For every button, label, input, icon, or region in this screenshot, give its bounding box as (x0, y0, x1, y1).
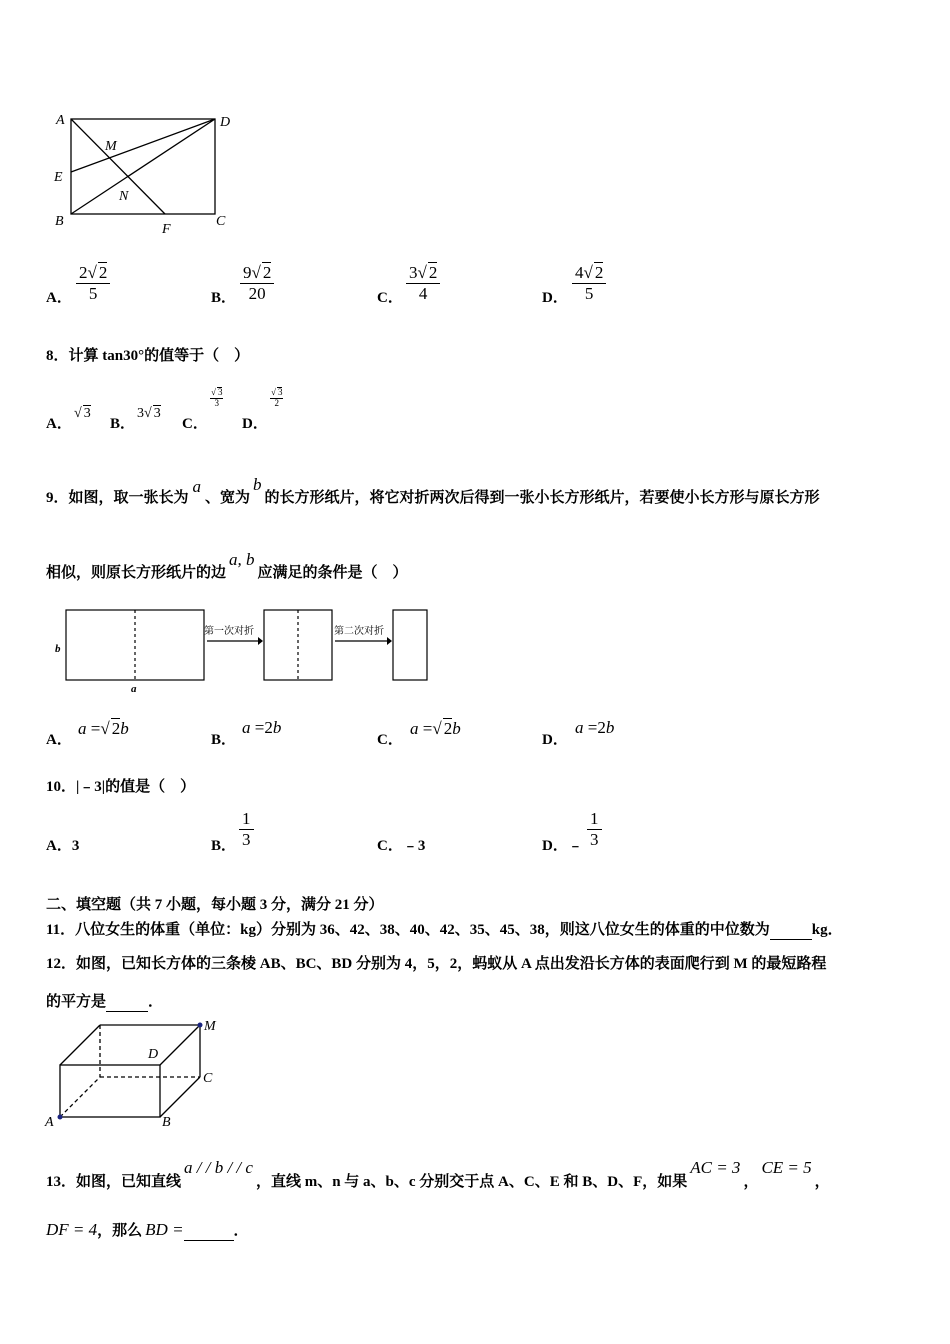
q8-option-a[interactable]: A． (46, 416, 72, 432)
q10-text: 10．|﹣3|的值是（ ） (46, 779, 196, 795)
q7-option-b-value: $\frac{9√ 2}{20}$ (240, 262, 274, 303)
cuboid-label-A: A (45, 1115, 54, 1130)
fold-label-a: a (131, 683, 137, 695)
q10-option-d[interactable]: D．﹣ (542, 838, 583, 854)
q12-blank[interactable] (106, 994, 148, 1012)
q10-option-a[interactable]: A．3 (46, 838, 80, 854)
q8-option-d-value: √ 3 2 (271, 387, 283, 408)
cuboid-label-D: D (148, 1047, 159, 1062)
q9-line2: 相似，则原长方形纸片的边a, b应满足的条件是（ ） (46, 550, 408, 581)
q13-line1: 13．如图，已知直线a / / b / / c，直线 m、n 与 a、b、c 分别交于点 A、C、E 和 B、D、F，如果AC = 3，CE = 5， (46, 1158, 830, 1190)
q13-blank[interactable] (184, 1223, 234, 1241)
q9-line1: 9．如图，取一张长为a、宽为b的长方形纸片，将它对折两次后得到一张小长方形纸片，若要使小长方形与原长方形 (46, 475, 820, 506)
q7-option-c[interactable]: C． (377, 290, 403, 306)
q10-option-d-value: $\frac{1}{3}$ (587, 809, 602, 849)
q11-blank[interactable] (770, 922, 812, 940)
q9-option-b-value: a =2b (242, 718, 282, 737)
label-C: C (216, 214, 226, 229)
folding-figure (50, 604, 440, 699)
q8-text: 8．计算 tan30°的值等于（ ） (46, 348, 250, 364)
q8-option-b-value: 3√ 3 (137, 406, 161, 421)
q7-option-b[interactable]: B． (211, 290, 237, 306)
fold-arrow1-label: 第一次对折 (204, 626, 254, 637)
q9-option-d-value: a =2b (575, 718, 615, 737)
q8-option-b[interactable]: B． (110, 416, 136, 432)
q8-option-c[interactable]: C． (182, 416, 208, 432)
label-M: M (105, 139, 117, 154)
q10-option-b-value: $\frac{1}{3}$ (239, 809, 254, 849)
rectangle-figure (50, 108, 245, 238)
q8-option-c-value: √ 3 3 (211, 387, 223, 408)
q7-option-c-value: $\frac{3√ 2}{4}$ (406, 262, 440, 303)
q7-option-a-value: $\frac{2√ 2}{5}$ (76, 262, 110, 303)
label-B: B (55, 214, 64, 229)
q7-option-d-value: $\frac{4√ 2}{5}$ (572, 262, 606, 303)
cuboid-label-B: B (162, 1115, 171, 1130)
q13-line2: DF = 4，那么 BD = ． (46, 1220, 249, 1239)
label-F: F (162, 222, 171, 237)
q9-option-c-value: a =√ 2b (410, 719, 461, 738)
q10-option-b[interactable]: B． (211, 838, 237, 854)
label-E: E (54, 170, 63, 185)
q10-option-c[interactable]: C．﹣3 (377, 838, 426, 854)
label-N: N (119, 189, 129, 204)
q9-option-d[interactable]: D． (542, 732, 568, 748)
q11-text: 11．八位女生的体重（单位：kg）分别为 36、42、38、40、42、35、45、38，则这八位女生的体重的中位数为 kg． (46, 922, 843, 938)
section-2-heading: 二、填空题（共 7 小题，每小题 3 分，满分 21 分） (46, 897, 384, 913)
q9-option-c[interactable]: C． (377, 732, 403, 748)
q12-line2: 的平方是 ． (46, 994, 164, 1010)
label-A: A (56, 113, 65, 128)
cuboid-figure (42, 1012, 232, 1132)
fold-label-b: b (55, 643, 61, 655)
q9-option-a[interactable]: A． (46, 732, 72, 748)
q8-option-d[interactable]: D． (242, 416, 268, 432)
q9-option-a-value: a =√ 2b (78, 719, 129, 738)
q7-option-d[interactable]: D． (542, 290, 568, 306)
q8-option-a-value: √ 3 (74, 406, 91, 421)
cuboid-label-C: C (203, 1071, 213, 1086)
label-D: D (220, 115, 231, 130)
q12-line1: 12．如图，已知长方体的三条棱 AB、BC、BD 分别为 4，5，2，蚂蚁从 A 点出发沿长方体的表面爬行到 M 的最短路程 (46, 956, 827, 972)
cuboid-label-M: M (204, 1019, 216, 1034)
q7-option-a[interactable]: A． (46, 290, 72, 306)
q9-option-b[interactable]: B． (211, 732, 237, 748)
fold-arrow2-label: 第二次对折 (334, 626, 384, 637)
